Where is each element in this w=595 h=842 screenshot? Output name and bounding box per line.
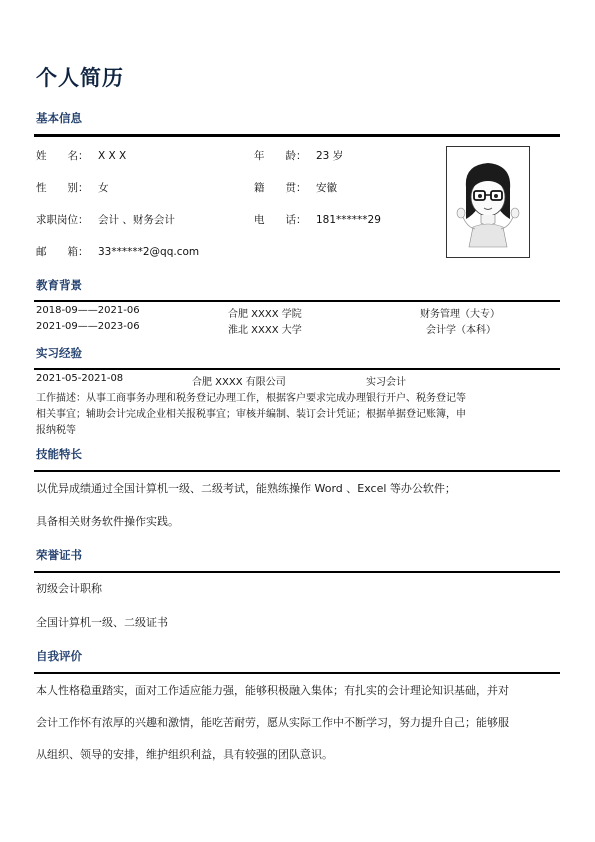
- cartoon-girl-avatar-icon: [447, 147, 529, 257]
- gender-label: 性 别：: [36, 182, 89, 194]
- self-eval-line-2: 会计工作怀有浓厚的兴趣和激情，能吃苦耐劳，愿从实际工作中不断学习，努力提升自己；能够服: [36, 716, 509, 729]
- section-skills-rule: [34, 470, 560, 472]
- section-education-title: 教育背景: [36, 278, 82, 292]
- origin-label: 籍 贯：: [254, 182, 307, 194]
- resume-title: 个人简历: [36, 66, 124, 90]
- name-value: X X X: [98, 150, 127, 162]
- skill-item-2: 具备相关财务软件操作实践。: [36, 515, 179, 528]
- email-row: [36, 244, 199, 259]
- age-row: [254, 148, 343, 163]
- edu-school-1: 合肥 XXXX 学院: [228, 309, 302, 320]
- intern-period: 2021-05-2021-08: [36, 373, 124, 384]
- profile-photo: [446, 146, 530, 258]
- section-honors-title: 荣誉证书: [36, 548, 82, 562]
- edu-school-2: 淮北 XXXX 大学: [228, 325, 302, 336]
- name-label: 姓 名：: [36, 150, 89, 162]
- self-eval-line-1: 本人性格稳重踏实，面对工作适应能力强，能够积极融入集体；有扎实的会计理论知识基础，并对: [36, 684, 509, 697]
- edu-period-1: 2018-09——2021-06: [36, 305, 140, 316]
- origin-value: 安徽: [316, 182, 337, 194]
- section-education-rule: [34, 300, 560, 302]
- gender-value: 女: [98, 182, 109, 194]
- intern-company: 合肥 XXXX 有限公司: [192, 377, 286, 388]
- honor-item-1: 初级会计职称: [36, 582, 102, 595]
- section-basic-rule: [34, 134, 560, 137]
- intern-role: 实习会计: [366, 377, 406, 388]
- age-value: 23 岁: [316, 150, 344, 162]
- intern-desc-line-2: 相关事宜；辅助会计完成企业相关报税事宜；审核并编制、装订会计凭证；根据单据登记账簿，申: [36, 409, 466, 420]
- email-label: 邮 箱：: [36, 246, 89, 258]
- phone-row: [254, 212, 381, 227]
- age-label: 年 龄：: [254, 150, 307, 162]
- section-self-eval-title: 自我评价: [36, 649, 82, 663]
- section-self-eval-rule: [34, 672, 560, 674]
- phone-label: 电 话：: [254, 214, 307, 226]
- section-internship-title: 实习经验: [36, 346, 82, 360]
- name-row: [36, 148, 126, 163]
- section-skills-title: 技能特长: [36, 447, 82, 461]
- intern-desc-line-3: 报纳税等: [36, 425, 76, 436]
- email-value: 33******2@qq.com: [98, 246, 200, 258]
- edu-major-1: 财务管理（大专）: [420, 309, 500, 320]
- phone-value: 181******29: [316, 214, 381, 226]
- skill-item-1: 以优异成绩通过全国计算机一级、二级考试，能熟练操作 Word 、Excel 等办公软件；: [36, 482, 456, 495]
- edu-period-2: 2021-09——2023-06: [36, 321, 140, 332]
- honor-item-2: 全国计算机一级、二级证书: [36, 616, 168, 629]
- gender-row: [36, 180, 109, 195]
- position-label: 求职岗位：: [36, 214, 89, 226]
- section-honors-rule: [34, 571, 560, 573]
- section-basic-title: 基本信息: [36, 111, 82, 125]
- position-value: 会计 、财务会计: [98, 214, 175, 226]
- position-row: [36, 212, 175, 227]
- intern-desc-line-1: 工作描述：从事工商事务办理和税务登记办理工作，根据客户要求完成办理银行开户、税务登记等: [36, 393, 466, 404]
- edu-major-2: 会计学（本科）: [426, 325, 496, 336]
- self-eval-line-3: 从组织、领导的安排，维护组织利益，具有较强的团队意识。: [36, 748, 333, 761]
- origin-row: [254, 180, 337, 195]
- section-internship-rule: [34, 368, 560, 370]
